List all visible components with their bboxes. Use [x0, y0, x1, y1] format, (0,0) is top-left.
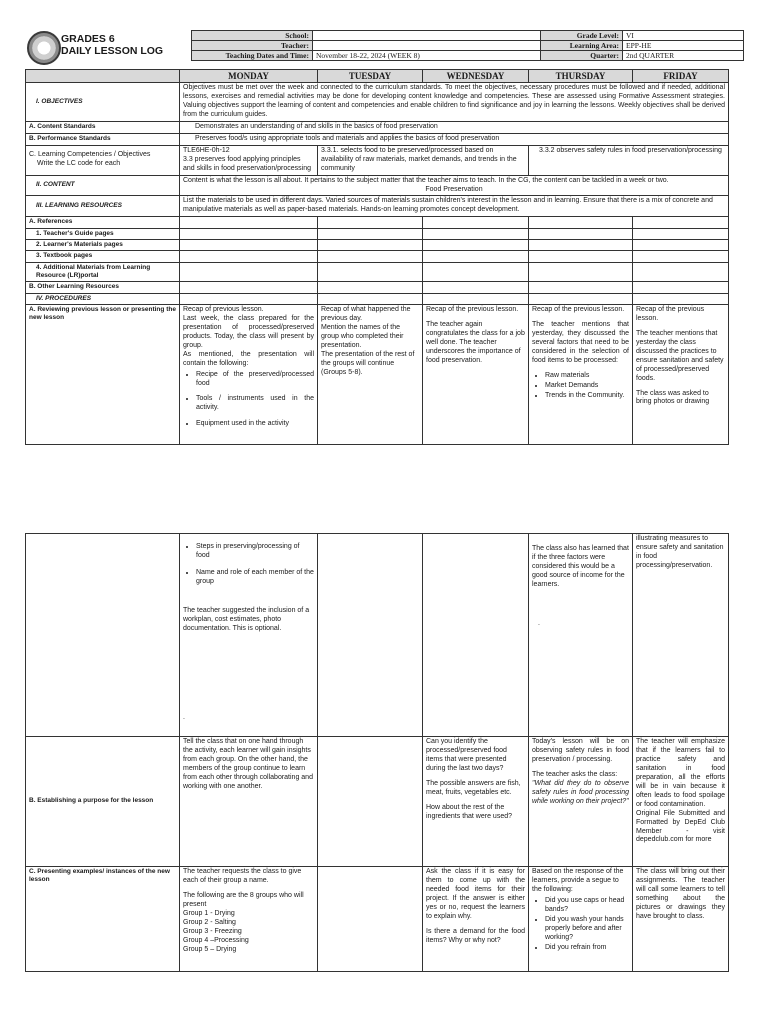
objectives-text: Objectives must be met over the week and connected to the curriculum standards. To meet the objectives, necessary procedures must be followed and if needed, additional lessons, exercises and remedial activities may be done for developing content knowledge and competencies. These are assessed using Formative Assessment strategies. Valuing objectives support the learning of content and competencies and enable children to find significance and joy in learning the lessons. Weekly objectives shall be derived from the curriculum guides. — [180, 83, 729, 122]
teacher-label: Teacher: — [192, 41, 313, 51]
proc-a-mon-bullet-tools: • Tools / instruments used in the activity. — [196, 395, 314, 413]
content-label: II. CONTENT — [26, 175, 180, 196]
continued-label-cell — [26, 534, 180, 737]
day-wednesday: WEDNESDAY — [423, 70, 529, 83]
proc-b-fri-text: The teacher will emphasize that if the learners fail to practice safety and sanitation in food preparation, all the efforts will be in vain because it often leads to food spoilage or food contamination. — [636, 738, 725, 808]
proc-c-wed-p2: Is there a demand for the food items? Why or why not? — [426, 927, 525, 944]
proc-a-mon-bullet-steps: • Steps in preserving/processing of food — [196, 543, 314, 561]
proc-a-fri-recap: Recap of the previous lesson. — [636, 305, 705, 322]
learning-area-label: Learning Area: — [541, 41, 623, 51]
group-1: Group 1 - Drying — [183, 909, 235, 917]
proc-a-monday — [180, 304, 318, 444]
ref-learners-materials: 2. Learner's Materials pages — [26, 240, 180, 251]
proc-a-thu-p3: The class also has learned that if the three factors were considered this would be a good source of income for the learners. — [532, 545, 629, 588]
performance-standards-label: B. Performance Standards — [26, 133, 180, 145]
proc-a-mon-bullet-equipment: • Equipment used in the activity — [196, 420, 314, 429]
deped-seal-icon — [27, 31, 61, 65]
learning-area-value: EPP-HE — [623, 41, 744, 51]
proc-a-tuesday: Recap of what happened the previous day. Mention the names of the group who completed their presentation. The presentation of the rest of the groups will continue (Groups 5-8). — [318, 304, 423, 444]
lc-code: TLE6HE-0h-12 — [183, 146, 230, 154]
teacher-value — [313, 41, 541, 51]
proc-a-mon-recap: Recap of previous lesson. — [183, 305, 264, 313]
competencies-label: C. Learning Competencies / Objectives — [29, 151, 151, 159]
proc-b-tuesday — [318, 737, 423, 867]
proc-a-friday — [633, 304, 729, 444]
school-value — [313, 31, 541, 41]
content-topic: Food Preservation — [425, 185, 483, 193]
proc-c-thursday — [529, 867, 633, 972]
competency-3-3: 3.3 preserves food applying principles and skills in food preservation/processing — [183, 155, 312, 172]
proc-a-fri-p3: The class was asked to bring photos or drawing — [636, 389, 710, 406]
proc-c-wed-p1: Ask the class if it is easy for them to come up with the needed food items for their project. If the answer is either yes or no, request the learners to explain why. — [426, 868, 525, 920]
day-monday: MONDAY — [180, 70, 318, 83]
content-standards-text: Demonstrates an understanding of and skills in the basics of food preservation — [180, 121, 729, 133]
header-brand — [25, 30, 190, 62]
proc-b-label: B. Establishing a purpose for the lesson — [26, 737, 180, 867]
proc-c-thu-bullet-wash: • Did you wash your hands properly before and after working? — [545, 916, 629, 943]
objectives-label: I. OBJECTIVES — [26, 83, 180, 122]
proc-a-wednesday — [423, 304, 529, 444]
proc-a-mon-workplan: The teacher suggested the inclusion of a workplan, cost estimates, photo documentation. This is optional. — [183, 606, 310, 632]
proc-b-wed-p3: How about the rest of the ingredients that were used? — [426, 803, 512, 820]
procedures-label: IV. PROCEDURES — [26, 293, 180, 304]
proc-c-friday: The class will bring out their assignments. The teacher will call some learners to tell something about the pictures or drawings they have brought to class. — [633, 867, 729, 972]
school-label: School: — [192, 31, 313, 41]
proc-c-tuesday — [318, 867, 423, 972]
proc-c-label: C. Presenting examples/ instances of the new lesson — [26, 867, 180, 972]
proc-b-monday: Tell the class that on one hand through the activity, each learner will gain insights from each group. On the other hand, the members of the group continue to learn from each other through collaborating and working with one another. — [180, 737, 318, 867]
competency-monday — [180, 145, 318, 175]
thu-dot: . — [538, 619, 540, 627]
resources-label: III. LEARNING RESOURCES — [26, 196, 180, 217]
proc-c-thu-bullet-refrain: • Did you refrain from — [545, 944, 629, 953]
day-tuesday: TUESDAY — [318, 70, 423, 83]
proc-b-thu-p2: The teacher asks the class: — [532, 770, 618, 778]
proc-a-thu-bullet-market: • Market Demands — [545, 382, 629, 391]
header-info-table — [191, 30, 744, 61]
group-4: Group 4 –Processing — [183, 936, 249, 944]
lesson-table-page-1 — [25, 69, 729, 445]
cont-thursday — [529, 534, 633, 737]
day-friday: FRIDAY — [633, 70, 729, 83]
proc-b-friday — [633, 737, 729, 867]
proc-a-thu-recap: Recap of the previous lesson. — [532, 305, 625, 313]
quarter-label: Quarter: — [541, 51, 623, 61]
title-grades: GRADES 6 — [61, 33, 115, 45]
proc-b-fri-note: Original File Submitted and Formatted by DepEd Club Member - visit depedclub.com for more — [636, 809, 725, 844]
day-thursday: THURSDAY — [529, 70, 633, 83]
content-standards-label: A. Content Standards — [26, 121, 180, 133]
cont-friday: illustrating measures to ensure safety and sanitation in food processing/preservation. — [633, 534, 729, 737]
cont-tuesday — [318, 534, 423, 737]
proc-c-wednesday — [423, 867, 529, 972]
content-text: Content is what the lesson is all about. It pertains to the subject matter that the teacher aims to teach. In the CG, the content can be tackled in a week or two. — [183, 176, 669, 184]
references-label: A. References — [26, 217, 180, 228]
proc-b-wed-p2: The possible answers are fish, meat, fruits, vegetables etc. — [426, 779, 521, 796]
corner-cell — [26, 70, 180, 83]
proc-a-mon-p2: Last week, the class prepared for the presentation of processed/preserved products. Today, the class will present by group. — [183, 314, 314, 349]
teaching-dates-value: November 18-22, 2024 (WEEK 8) — [313, 51, 541, 61]
cont-wednesday — [423, 534, 529, 737]
proc-c-thu-bullet-caps: • Did you use caps or head bands? — [545, 897, 629, 915]
proc-a-mon-p3: As mentioned, the presentation will contain the following: — [183, 350, 314, 367]
proc-a-thu-p2: The teacher mentions that yesterday, they discussed the several factors that need to be considered in the selection of food items to be processed: — [532, 320, 629, 364]
mon-dot: . — [183, 713, 185, 721]
proc-a-mon-bullet-roles: • Name and role of each member of the group — [196, 569, 314, 587]
title-daily-lesson-log: DAILY LESSON LOG — [61, 45, 164, 57]
ref-teachers-guide: 1. Teacher's Guide pages — [26, 228, 180, 239]
group-5: Group 5 – Drying — [183, 945, 237, 953]
performance-standards-text: Preserves food/s using appropriate tools and materials and applies the basics of food preservation — [180, 133, 729, 145]
quarter-value: 2nd QUARTER — [623, 51, 744, 61]
proc-b-thu-question: "What did they do to observe safety rules in food processing while working on their project?" — [532, 779, 629, 805]
proc-b-thu-p1: Today's lesson will be on observing safety rules in food preservation / processing. — [532, 738, 629, 763]
grade-level-label: Grade Level: — [541, 31, 623, 41]
content-cell — [180, 175, 729, 196]
resources-text: List the materials to be used in different days. Varied sources of materials sustain children's interest in the lesson and in learning. Ensure that there is a mix of concrete and manipulative materials as well as paper-based materials. Hands-on learning promotes concept development. — [180, 196, 729, 217]
proc-a-wed-p2: The teacher again congratulates the class for a job well done. The teacher underscores the importance of food preservation. — [426, 320, 525, 364]
proc-a-mon-bullet-recipe: • Recipe of the preserved/processed food — [196, 371, 314, 389]
cont-monday — [180, 534, 318, 737]
proc-b-wednesday — [423, 737, 529, 867]
proc-c-mon-p1: The teacher requests the class to give each of their group a name. — [183, 868, 302, 884]
proc-a-thursday — [529, 304, 633, 444]
proc-c-mon-p2: The following are the 8 groups who will present — [183, 891, 304, 908]
ref-lr-portal: 4. Additional Materials from Learning Resource (LR)portal — [26, 262, 180, 282]
competencies-sublabel: Write the LC code for each — [37, 160, 121, 168]
group-3: Group 3 - Freezing — [183, 927, 242, 935]
competencies-label-cell — [26, 145, 180, 175]
group-2: Group 2 - Salting — [183, 918, 236, 926]
competency-3-3-1: 3.3.1. selects food to be preserved/processed based on availability of raw materials, market demands, and trends in the community — [318, 145, 529, 175]
proc-c-thu-p1: Based on the response of the learners, provide a segue to the following: — [532, 868, 624, 893]
proc-a-thu-bullet-raw: • Raw materials — [545, 372, 629, 381]
proc-b-wed-p1: Can you identify the processed/preserved food items that were presented during the last two days? — [426, 738, 507, 772]
proc-b-thursday — [529, 737, 633, 867]
teaching-dates-label: Teaching Dates and Time: — [192, 51, 313, 61]
ref-textbook-pages: 3. Textbook pages — [26, 251, 180, 262]
proc-a-wed-recap: Recap of the previous lesson. — [426, 305, 519, 313]
proc-a-label: A. Reviewing previous lesson or presenting the new lesson — [26, 304, 180, 444]
grade-level-value: VI — [623, 31, 744, 41]
proc-a-fri-p2: The teacher mentions that yesterday the class discussed the practices to ensure sanitation and safety of processed/preserved foods. — [636, 329, 724, 382]
proc-c-monday — [180, 867, 318, 972]
other-resources-label: B. Other Learning Resources — [26, 282, 180, 293]
lesson-table-page-2 — [25, 533, 729, 972]
competency-3-3-2: 3.3.2 observes safety rules in food preservation/processing — [529, 145, 729, 175]
proc-a-thu-bullet-trends: • Trends in the Community. — [545, 392, 629, 401]
